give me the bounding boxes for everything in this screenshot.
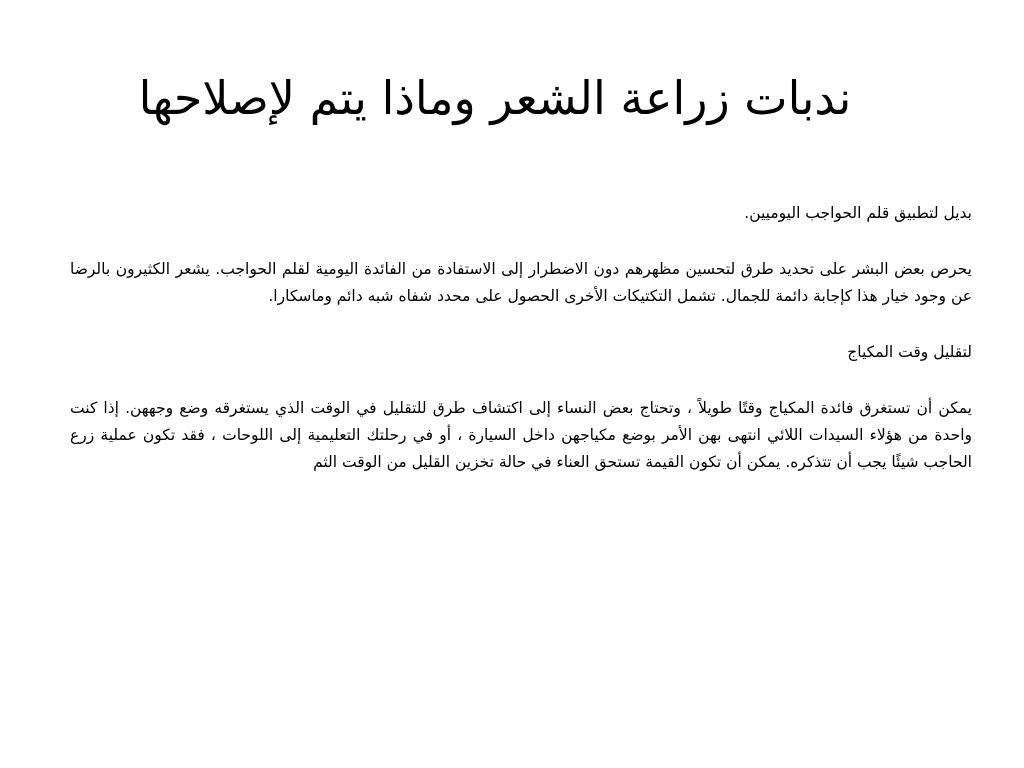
body-paragraph-2: يحرص بعض البشر على تحديد طرق لتحسين مظهرهم دون الاضطرار إلى الاستفادة من الفائدة اليومية لقلم الحواجب. يشعر الكثيرون بالرضا عن وجود خيار هذا كإجابة دائمة للجمال. تشمل التكتيكات الأخرى الحصول على محدد شفاه شبه دائم وماسكارا. <box>70 260 972 305</box>
body-paragraph-3: لتقليل وقت المكياج <box>847 343 972 361</box>
body-paragraph-1: بديل لتطبيق قلم الحواجب اليوميين. <box>744 204 972 222</box>
slide-body <box>70 200 972 505</box>
body-paragraph-4: يمكن أن تستغرق فائدة المكياج وقتًا طويلاً ، وتحتاج بعض النساء إلى اكتشاف طرق للتقليل في الوقت الذي يستغرقه وضع وجههن. إذا كنت واحدة من هؤلاء السيدات اللائي انتهى بهن الأمر بوضع مكياجهن داخل السيارة ، أو في رحلتك التعليمية إلى اللوحات ، فقد تكون عملية زرع الحاجب شيئًا يجب أن تتذكره. يمكن أن تكون القيمة تستحق العناء في حالة تخزين القليل من الوقت الثم <box>70 399 972 471</box>
slide-title: ندبات زراعة الشعر وماذا يتم لإصلاحها <box>138 71 852 125</box>
